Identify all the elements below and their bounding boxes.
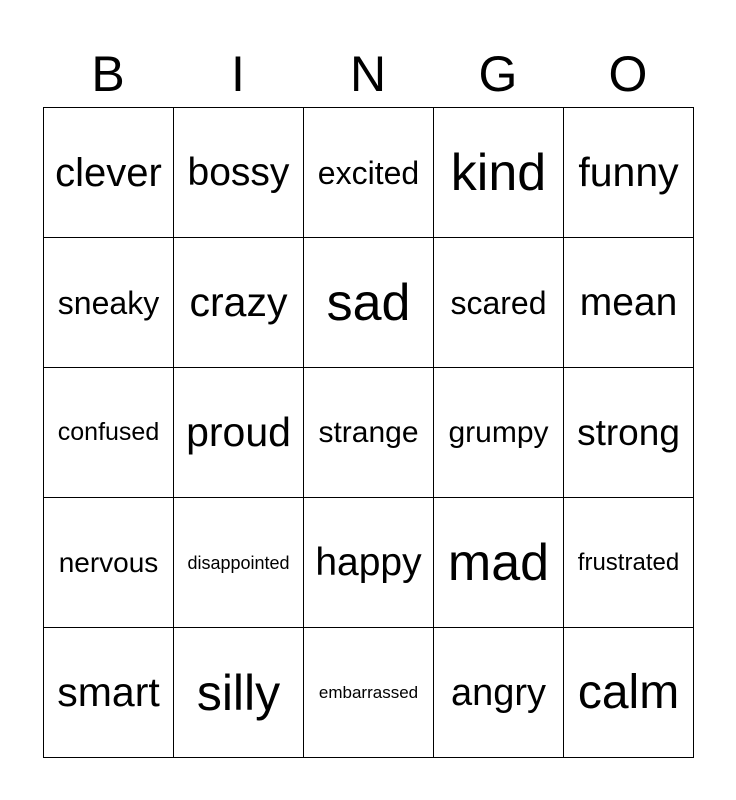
bingo-board <box>43 107 694 758</box>
cell-word: sneaky <box>57 284 160 321</box>
cell-word: happy <box>315 541 422 584</box>
cell-word: confused <box>57 418 160 446</box>
bingo-cell[interactable] <box>44 108 174 238</box>
bingo-cell[interactable] <box>564 238 694 368</box>
bingo-cell[interactable] <box>434 368 564 498</box>
header-letter-g: G <box>478 46 518 102</box>
cell-word: disappointed <box>187 552 290 573</box>
cell-word: embarrassed <box>318 683 419 702</box>
bingo-cell[interactable] <box>304 628 434 758</box>
bingo-cell[interactable] <box>44 368 174 498</box>
cell-word: kind <box>450 143 547 202</box>
cell-word: silly <box>196 664 281 721</box>
bingo-cell[interactable] <box>304 238 434 368</box>
header-letter-o: O <box>608 46 648 102</box>
cell-word: mad <box>447 533 550 592</box>
cell-word: sad <box>326 273 411 332</box>
bingo-cell[interactable] <box>44 628 174 758</box>
header-letter-n: N <box>349 46 387 102</box>
cell-word: strange <box>318 415 419 449</box>
bingo-cell[interactable] <box>434 628 564 758</box>
cell-word: funny <box>578 149 679 195</box>
header-letter-b: B <box>91 46 125 102</box>
bingo-cell[interactable] <box>174 628 304 758</box>
cell-word: strong <box>577 412 680 453</box>
cell-word: excited <box>317 154 420 191</box>
bingo-cell[interactable] <box>564 108 694 238</box>
bingo-cell[interactable] <box>434 498 564 628</box>
bingo-cell[interactable] <box>564 498 694 628</box>
bingo-cell[interactable] <box>434 238 564 368</box>
bingo-cell[interactable] <box>304 368 434 498</box>
bingo-cell[interactable] <box>304 108 434 238</box>
cell-word: bossy <box>187 151 290 194</box>
bingo-cell[interactable] <box>174 368 304 498</box>
cell-word: smart <box>57 669 160 715</box>
cell-word: calm <box>577 665 680 719</box>
cell-word: angry <box>450 671 547 714</box>
cell-word: mean <box>579 281 678 324</box>
cell-word: grumpy <box>448 415 549 449</box>
bingo-cell[interactable] <box>434 108 564 238</box>
header-letter-i: I <box>231 46 245 102</box>
bingo-cell[interactable] <box>304 498 434 628</box>
cell-word: frustrated <box>577 548 680 576</box>
bingo-header <box>43 42 693 106</box>
cell-word: clever <box>55 150 162 195</box>
cell-word: crazy <box>189 279 288 325</box>
bingo-cell[interactable] <box>44 498 174 628</box>
cell-word: nervous <box>58 546 159 578</box>
cell-word: scared <box>450 284 547 321</box>
bingo-cell[interactable] <box>44 238 174 368</box>
bingo-cell[interactable] <box>564 368 694 498</box>
cell-word: proud <box>186 409 291 455</box>
bingo-cell[interactable] <box>174 498 304 628</box>
bingo-cell[interactable] <box>174 238 304 368</box>
bingo-cell[interactable] <box>564 628 694 758</box>
bingo-cell[interactable] <box>174 108 304 238</box>
